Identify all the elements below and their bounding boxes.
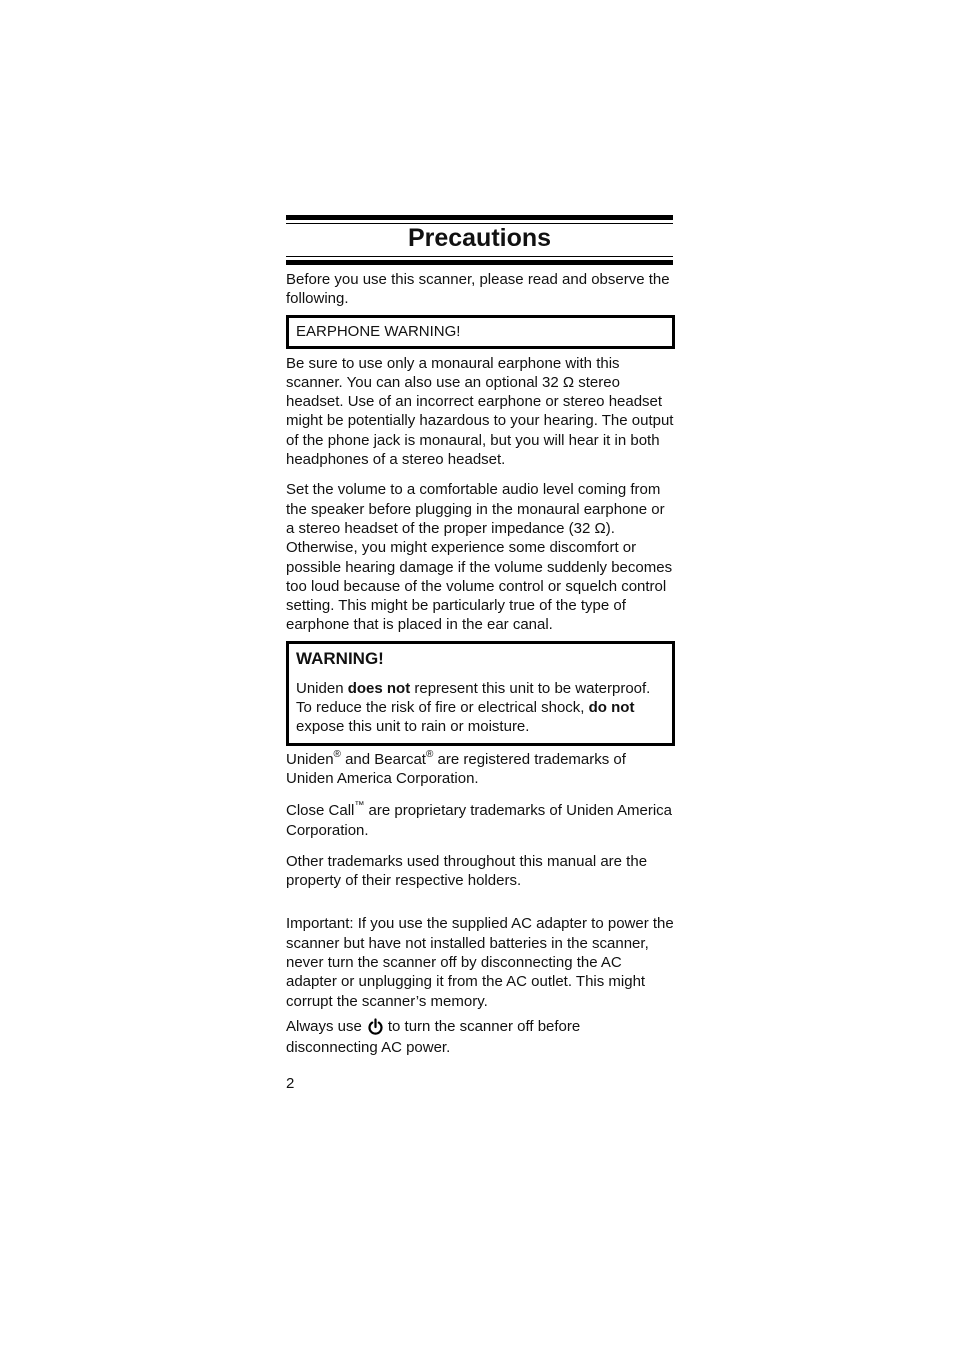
trademark-bearcat: and Bearcat — [340, 750, 426, 768]
warning-text — [296, 679, 666, 737]
always-use-text-2: to turn the scanner off before disconnecting AC power. — [286, 1017, 581, 1056]
always-use-paragraph — [286, 1016, 674, 1058]
warning-text-part-3: expose this unit to rain or moisture. — [296, 718, 530, 736]
important-paragraph: Important: If you use the supplied AC adapter to power the scanner but have not installed batteries in the scanner, never turn the scanner off by disconnecting the AC adapter or unplugging it from the AC outlet. This might corrupt the scanner’s memory. — [286, 915, 674, 1010]
registered-mark: ® — [333, 748, 341, 760]
trademark-mark: ™ — [354, 800, 365, 812]
always-use-text-1: Always use — [286, 1017, 362, 1035]
page-title: Precautions — [407, 224, 552, 252]
trademark-uniden: Uniden — [286, 750, 334, 768]
earphone-warning-box — [286, 315, 675, 349]
title-top-rule-thick — [286, 215, 673, 220]
trademark-paragraph-other: Other trademarks used throughout this manual are the property of their respective holders. — [286, 852, 648, 890]
warning-text-part-1: Uniden — [296, 679, 348, 697]
registered-mark: ® — [425, 748, 434, 760]
trademark-close-call: Close Call — [286, 802, 355, 820]
intro-paragraph: Before you use this scanner, please read and observe the following. — [286, 271, 670, 308]
trademark-paragraph-uniden — [286, 750, 674, 789]
trademark-uniden-rest: are registered trademarks of Uniden America Corporation. — [286, 750, 626, 787]
trademark-paragraph-close-call — [286, 801, 674, 840]
page-number: 2 — [286, 1074, 295, 1092]
trademark-close-call-rest: are proprietary trademarks of Uniden America Corporation. — [286, 802, 672, 839]
earphone-paragraph-1: Be sure to use only a monaural earphone with this scanner. You can also use an optional 32 Ω stereo headset. Use of an incorrect earphone or stereo headset might be potentially hazardous to your hearing. The output of the phone jack is monaural, but you will hear it in both headphones of a stereo headset. — [286, 354, 674, 469]
warning-bold-do-not: do not — [588, 699, 635, 717]
title-block — [286, 215, 674, 265]
power-icon — [367, 1018, 384, 1036]
title-bottom-rule-thick — [286, 260, 673, 265]
title-bottom-rule-thin — [286, 256, 673, 257]
warning-title: WARNING! — [296, 648, 384, 668]
earphone-paragraph-2: Set the volume to a comfortable audio level coming from the speaker before plugging in the monaural earphone or a stereo headset of the proper impedance (32 Ω). Otherwise, you might experience some discomfort or possible hearing damage if the volume suddenly becomes too loud because of the volume control or squelch control setting. This might be particularly true of the type of earphone that is placed in the ear canal. — [286, 481, 673, 634]
manual-page — [286, 215, 674, 1093]
warning-text-part-2: represent this unit to be waterproof. To reduce the risk of fire or electrical shock, — [296, 679, 651, 717]
warning-bold-does-not: does not — [347, 679, 411, 697]
earphone-warning-label: EARPHONE WARNING! — [296, 322, 461, 340]
warning-box — [286, 641, 675, 746]
